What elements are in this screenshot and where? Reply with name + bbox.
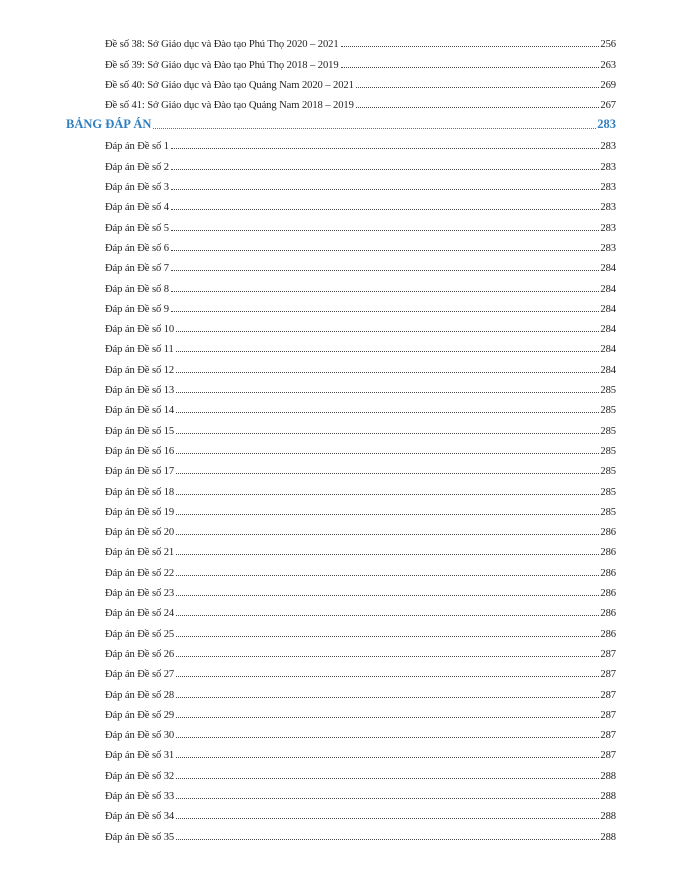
- toc-entry[interactable]: [0, 173, 616, 193]
- toc-entry-title: Đáp án Đề số 20: [105, 527, 175, 539]
- toc-entry-title: Đáp án Đề số 3: [105, 182, 169, 194]
- toc-entry[interactable]: [0, 234, 616, 254]
- toc-dot-leader: [176, 412, 599, 413]
- toc-entry[interactable]: [0, 254, 616, 274]
- toc-entry[interactable]: [0, 457, 616, 477]
- toc-dot-leader: [176, 575, 599, 576]
- toc-dot-leader: [176, 372, 599, 373]
- toc-entry-title: Đáp án Đề số 21: [105, 547, 175, 559]
- toc-entry-page-number: 287: [600, 648, 616, 660]
- toc-entry-title: Đáp án Đề số 8: [105, 283, 169, 295]
- toc-dot-leader: [171, 291, 599, 292]
- toc-entry[interactable]: [0, 599, 616, 619]
- toc-entry[interactable]: [0, 802, 616, 822]
- toc-entry-title: Đáp án Đề số 32: [105, 770, 175, 782]
- toc-entry-title: Đáp án Đề số 1: [105, 141, 169, 153]
- toc-entry-title: Đáp án Đề số 13: [105, 385, 175, 397]
- toc-entry-page-number: 256: [600, 39, 616, 51]
- toc-entry-page-number: 288: [600, 811, 616, 823]
- toc-entry-page-number: 284: [600, 344, 616, 356]
- toc-entry-page-number: 285: [600, 506, 616, 518]
- toc-entry-title: Đáp án Đề số 35: [105, 831, 175, 843]
- toc-entry-page-number: 286: [600, 567, 616, 579]
- toc-entry-page-number: 283: [600, 222, 616, 234]
- toc-dot-leader: [171, 311, 599, 312]
- toc-entry-title: BẢNG ĐÁP ÁN: [66, 117, 152, 132]
- toc-entry-title: Đáp án Đề số 5: [105, 222, 169, 234]
- toc-dot-leader: [176, 514, 599, 515]
- toc-dot-leader: [341, 67, 600, 68]
- toc-entry-page-number: 285: [600, 466, 616, 478]
- toc-dot-leader: [176, 656, 599, 657]
- toc-entry[interactable]: [0, 619, 616, 639]
- toc-entry[interactable]: [0, 315, 616, 335]
- toc-entry[interactable]: [0, 498, 616, 518]
- toc-entry-page-number: 284: [600, 324, 616, 336]
- toc-entry[interactable]: [0, 518, 616, 538]
- toc-entry[interactable]: [0, 538, 616, 558]
- toc-entry[interactable]: [0, 782, 616, 802]
- toc-entry[interactable]: [0, 761, 616, 781]
- toc-dot-leader: [341, 46, 600, 47]
- toc-entry[interactable]: [0, 680, 616, 700]
- toc-entry-page-number: 288: [600, 831, 616, 843]
- toc-entry-page-number: 287: [600, 730, 616, 742]
- toc-dot-leader: [176, 636, 599, 637]
- toc-entry-title: Đáp án Đề số 9: [105, 303, 169, 315]
- toc-dot-leader: [153, 128, 596, 129]
- toc-entry-title: Đáp án Đề số 23: [105, 588, 175, 600]
- toc-entry-page-number: 284: [600, 283, 616, 295]
- toc-dot-leader: [176, 798, 599, 799]
- toc-dot-leader: [176, 534, 599, 535]
- toc-dot-leader: [176, 697, 599, 698]
- toc-entry-page-number: 283: [600, 202, 616, 214]
- toc-entry[interactable]: [0, 721, 616, 741]
- toc-entry-page-number: 283: [600, 141, 616, 153]
- toc-entry-page-number: 285: [600, 385, 616, 397]
- toc-entry-title: Đáp án Đề số 10: [105, 324, 175, 336]
- toc-dot-leader: [176, 331, 599, 332]
- toc-dot-leader: [176, 717, 599, 718]
- toc-entry-page-number: 285: [600, 425, 616, 437]
- toc-dot-leader: [171, 169, 599, 170]
- toc-entry-page-number: 286: [600, 628, 616, 640]
- toc-dot-leader: [176, 757, 599, 758]
- toc-entry[interactable]: [0, 416, 616, 436]
- toc-entry[interactable]: [0, 193, 616, 213]
- toc-entry-title: Đáp án Đề số 16: [105, 445, 175, 457]
- toc-entry-title: Đáp án Đề số 34: [105, 811, 175, 823]
- toc-entry-page-number: 285: [600, 405, 616, 417]
- toc-entry[interactable]: [0, 71, 616, 91]
- toc-entry-title: Đáp án Đề số 25: [105, 628, 175, 640]
- toc-dot-leader: [176, 453, 599, 454]
- toc-dot-leader: [356, 107, 600, 108]
- toc-entry-title: Đáp án Đề số 19: [105, 506, 175, 518]
- toc-entry-page-number: 283: [600, 182, 616, 194]
- toc-dot-leader: [171, 148, 599, 149]
- toc-entry[interactable]: [0, 701, 616, 721]
- toc-entry-title: Đáp án Đề số 26: [105, 648, 175, 660]
- toc-entry-title: Đáp án Đề số 6: [105, 242, 169, 254]
- toc-dot-leader: [176, 778, 599, 779]
- toc-entry-title: Đáp án Đề số 33: [105, 790, 175, 802]
- toc-entry-title: Đáp án Đề số 17: [105, 466, 175, 478]
- toc-entry-title: Đáp án Đề số 31: [105, 750, 175, 762]
- toc-entry-page-number: 287: [600, 750, 616, 762]
- toc-entry[interactable]: [0, 295, 616, 315]
- toc-dot-leader: [176, 554, 599, 555]
- toc-entry-page-number: 286: [600, 547, 616, 559]
- toc-entry-title: Đáp án Đề số 4: [105, 202, 169, 214]
- toc-entry[interactable]: [0, 477, 616, 497]
- toc-entry-title: Đáp án Đề số 24: [105, 608, 175, 620]
- toc-entry-page-number: 269: [600, 79, 616, 91]
- toc-entry[interactable]: [0, 91, 616, 111]
- toc-entry-page-number: 284: [600, 364, 616, 376]
- toc-entry-title: Đề số 40: Sở Giáo dục và Đào tạo Quảng Nam 2020 – 2021: [105, 79, 354, 91]
- toc-dot-leader: [176, 473, 599, 474]
- toc-dot-leader: [356, 87, 600, 88]
- toc-entry-title: Đề số 41: Sở Giáo dục và Đào tạo Quảng Nam 2018 – 2019: [105, 100, 354, 112]
- toc-entry-title: Đáp án Đề số 12: [105, 364, 175, 376]
- toc-entry[interactable]: [0, 741, 616, 761]
- toc-dot-leader: [171, 230, 599, 231]
- toc-entry-page-number: 286: [600, 608, 616, 620]
- toc-entry-page-number: 288: [600, 770, 616, 782]
- toc-dot-leader: [171, 209, 599, 210]
- toc-entry-page-number: 287: [600, 669, 616, 681]
- toc-dot-leader: [171, 250, 599, 251]
- toc-entry[interactable]: [0, 822, 616, 842]
- toc-entry-page-number: 287: [600, 689, 616, 701]
- toc-entry[interactable]: [0, 50, 616, 70]
- toc-entry-page-number: 284: [600, 263, 616, 275]
- toc-entry-page-number: 285: [600, 445, 616, 457]
- toc-entry[interactable]: [0, 660, 616, 680]
- toc-entry-title: Đáp án Đề số 18: [105, 486, 175, 498]
- toc-entry-page-number: 263: [600, 59, 616, 71]
- toc-entry-title: Đáp án Đề số 2: [105, 161, 169, 173]
- toc-entry-page-number: 267: [600, 100, 616, 112]
- toc-dot-leader: [176, 392, 599, 393]
- toc-dot-leader: [176, 676, 599, 677]
- toc-entry-title: Đáp án Đề số 15: [105, 425, 175, 437]
- toc-entry-title: Đáp án Đề số 27: [105, 669, 175, 681]
- toc-dot-leader: [171, 270, 599, 271]
- toc-dot-leader: [176, 737, 599, 738]
- toc-entry-title: Đáp án Đề số 7: [105, 263, 169, 275]
- toc-entry[interactable]: [0, 132, 616, 152]
- toc-heading-entry[interactable]: [0, 111, 616, 132]
- toc-entry-page-number: 285: [600, 486, 616, 498]
- toc-entry[interactable]: [0, 152, 616, 172]
- toc-entry-title: Đáp án Đề số 28: [105, 689, 175, 701]
- toc-entry-page-number: 286: [600, 527, 616, 539]
- toc-entry[interactable]: [0, 213, 616, 233]
- toc-entry[interactable]: [0, 274, 616, 294]
- toc-entry-title: Đáp án Đề số 11: [105, 344, 174, 356]
- toc-dot-leader: [176, 839, 599, 840]
- toc-entry[interactable]: [0, 640, 616, 660]
- toc-dot-leader: [176, 494, 599, 495]
- toc-entry-page-number: 283: [600, 242, 616, 254]
- toc-entry-page-number: 288: [600, 790, 616, 802]
- toc-entry[interactable]: [0, 437, 616, 457]
- toc-entry[interactable]: [0, 355, 616, 375]
- toc-entry[interactable]: [0, 579, 616, 599]
- toc-entry-title: Đáp án Đề số 30: [105, 730, 175, 742]
- toc-dot-leader: [176, 615, 599, 616]
- toc-entry-title: Đề số 38: Sở Giáo dục và Đào tạo Phú Thọ 2020 – 2021: [105, 39, 339, 51]
- toc-entry-title: Đề số 39: Sở Giáo dục và Đào tạo Phú Thọ 2018 – 2019: [105, 59, 339, 71]
- toc-entry-page-number: 283: [600, 161, 616, 173]
- toc-entry-title: Đáp án Đề số 29: [105, 709, 175, 721]
- toc-entry[interactable]: [0, 396, 616, 416]
- toc-dot-leader: [176, 433, 599, 434]
- toc-entry-page-number: 286: [600, 588, 616, 600]
- toc-entry[interactable]: [0, 30, 616, 50]
- toc-entry-page-number: 284: [600, 303, 616, 315]
- toc-entry[interactable]: [0, 376, 616, 396]
- toc-entry[interactable]: [0, 558, 616, 578]
- table-of-contents: [0, 30, 685, 843]
- toc-dot-leader: [176, 351, 600, 352]
- toc-entry-page-number: 287: [600, 709, 616, 721]
- toc-dot-leader: [176, 595, 599, 596]
- toc-entry-title: Đáp án Đề số 22: [105, 567, 175, 579]
- toc-entry-page-number: 283: [597, 117, 616, 132]
- toc-dot-leader: [176, 818, 599, 819]
- toc-entry-title: Đáp án Đề số 14: [105, 405, 175, 417]
- toc-dot-leader: [171, 189, 599, 190]
- toc-entry[interactable]: [0, 335, 616, 355]
